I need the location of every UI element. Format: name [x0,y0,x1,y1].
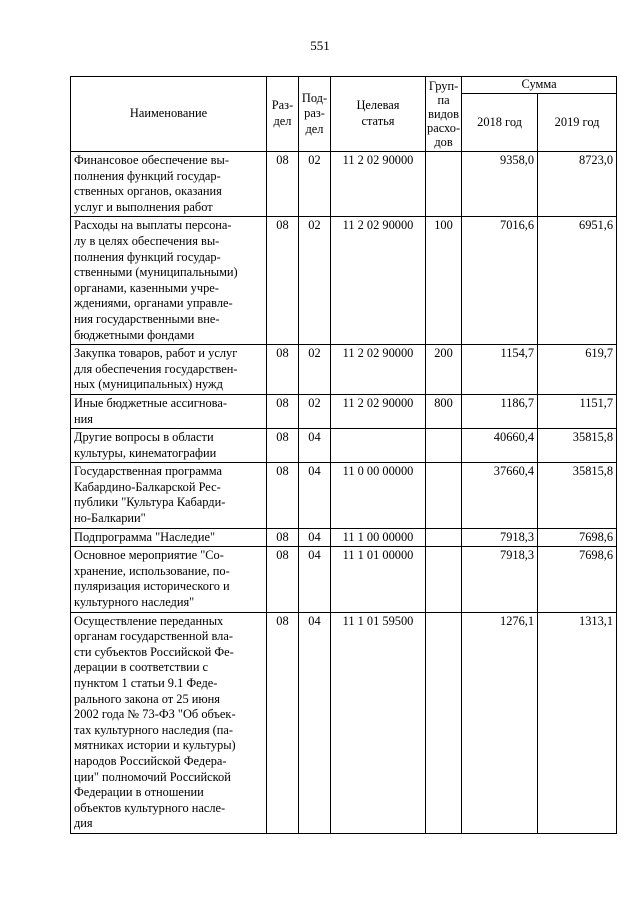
table-row [71,547,617,612]
row-group: 800 [426,394,462,428]
row-podrazdel: 04 [299,612,331,833]
row-2019: 619,7 [538,345,617,395]
row-podrazdel: 04 [299,463,331,528]
row-group: 100 [426,217,462,345]
page-number: 551 [310,38,330,53]
header-2018: 2018 год [462,94,538,152]
row-2018: 1276,1 [462,612,538,833]
row-target [331,429,426,463]
row-podrazdel: 04 [299,547,331,612]
row-group [426,429,462,463]
row-group [426,152,462,217]
table-row [71,152,617,217]
row-2018: 37660,4 [462,463,538,528]
row-group [426,547,462,612]
row-name: Государственная программа Кабардино-Балкарской Рес- публики "Культура Кабарди- но-Балкарии" [71,463,267,528]
header-2019: 2019 год [538,94,617,152]
table-row [71,217,617,345]
row-2019: 7698,6 [538,547,617,612]
row-razdel: 08 [267,429,299,463]
row-name: Основное мероприятие "Со- хранение, использование, по- пуляризация исторического и культурного наследия" [71,547,267,612]
table-row [71,612,617,833]
table-row [71,528,617,547]
row-razdel: 08 [267,528,299,547]
row-2019: 1151,7 [538,394,617,428]
row-target: 11 2 02 90000 [331,345,426,395]
row-target: 11 2 02 90000 [331,152,426,217]
row-2019: 7698,6 [538,528,617,547]
row-podrazdel: 04 [299,429,331,463]
row-name: Подпрограмма "Наследие" [71,528,267,547]
row-podrazdel: 02 [299,217,331,345]
row-2018: 9358,0 [462,152,538,217]
row-2019: 35815,8 [538,429,617,463]
row-razdel: 08 [267,217,299,345]
row-razdel: 08 [267,463,299,528]
row-2018: 7918,3 [462,547,538,612]
row-2018: 1154,7 [462,345,538,395]
row-group [426,463,462,528]
row-group [426,612,462,833]
row-razdel: 08 [267,547,299,612]
row-name: Осуществление переданных органам государственной вла- сти субъектов Российской Фе- дерации в соответствии с пунктом 1 статьи 9.1 Феде- рального закона от 25 июня 2002 года № 73-ФЗ "Об объек- тах культурного наследия (па- мятниках истории и культуры) народов Российской Федера- ции" полномочий Российской Федерации в отношении объектов культурного насле- дия [71,612,267,833]
budget-table [70,76,617,834]
row-2019: 35815,8 [538,463,617,528]
row-name: Закупка товаров, работ и услуг для обеспечения государствен- ных (муниципальных) нужд [71,345,267,395]
row-2019: 8723,0 [538,152,617,217]
row-group [426,528,462,547]
row-razdel: 08 [267,394,299,428]
header-razdel: Раз- дел [267,77,299,152]
row-name: Расходы на выплаты персона- лу в целях обеспечения вы- полнения функций государ- ственными (муниципальными) органами, казенными учре- ждениями, органами управле- ния государственными вне- бюджетными фондами [71,217,267,345]
row-podrazdel: 04 [299,528,331,547]
row-2018: 1186,7 [462,394,538,428]
row-2019: 1313,1 [538,612,617,833]
row-razdel: 08 [267,345,299,395]
row-target: 11 1 00 00000 [331,528,426,547]
row-group: 200 [426,345,462,395]
header-sum: Сумма [462,77,617,94]
row-name: Другие вопросы в области культуры, кинематографии [71,429,267,463]
row-target: 11 2 02 90000 [331,394,426,428]
header-target: Целевая статья [331,77,426,152]
row-podrazdel: 02 [299,152,331,217]
row-name: Иные бюджетные ассигнова- ния [71,394,267,428]
table-row [71,463,617,528]
row-razdel: 08 [267,612,299,833]
table-row [71,394,617,428]
table-row [71,345,617,395]
header-group: Груп- па видов расхо- дов [426,77,462,152]
row-2018: 7918,3 [462,528,538,547]
row-target: 11 2 02 90000 [331,217,426,345]
row-2019: 6951,6 [538,217,617,345]
row-2018: 7016,6 [462,217,538,345]
table-row [71,429,617,463]
row-razdel: 08 [267,152,299,217]
row-name: Финансовое обеспечение вы- полнения функций государ- ственных органов, оказания услуг и выполнения работ [71,152,267,217]
row-2018: 40660,4 [462,429,538,463]
row-target: 11 1 01 59500 [331,612,426,833]
header-name: Наименование [71,77,267,152]
row-target: 11 1 01 00000 [331,547,426,612]
row-podrazdel: 02 [299,345,331,395]
row-podrazdel: 02 [299,394,331,428]
header-podrazdel: Под- раз- дел [299,77,331,152]
row-target: 11 0 00 00000 [331,463,426,528]
